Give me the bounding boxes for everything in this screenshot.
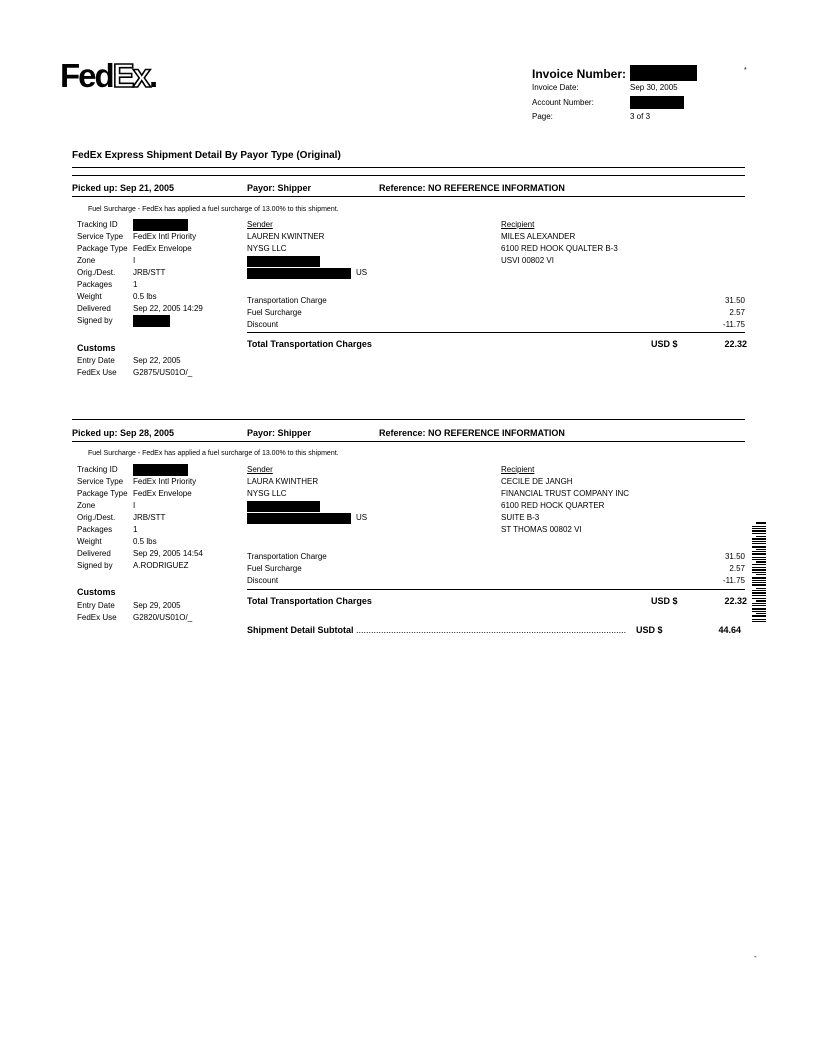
orig-dest: JRB/STT [133,513,166,522]
zone: I [133,256,136,265]
label-delivered: Delivered [77,549,111,558]
sender-line: LAURA KWINTHER [247,477,319,486]
total-currency: USD $ [651,596,678,606]
label-weight: Weight [77,292,102,301]
sender-label: Sender [247,465,273,474]
label-package: Package Type [77,244,128,253]
label-packages: Packages [77,525,113,534]
logo-dot: . [149,57,157,94]
discount: -11.75 [722,320,745,329]
sender-line: LAUREN KWINTNER [247,232,325,241]
label-total: Total Transportation Charges [247,339,372,349]
fuel-note-prefix: Fuel Surcharge - [88,450,143,457]
label-discount: Discount [247,320,279,329]
orig-dest: JRB/STT [133,268,166,277]
recipient-label: Recipient [501,465,535,474]
label-transport: Transportation Charge [247,296,327,305]
shipment-rule [72,196,745,197]
packages: 1 [133,280,138,289]
label-tracking: Tracking ID [77,220,118,229]
label-weight: Weight [77,537,102,546]
signed-by: A.RODRIGUEZ [133,561,189,570]
transport-charge: 31.50 [724,552,745,561]
logo-ex: Ex [112,57,150,94]
tracking-redaction [133,219,188,231]
invoice-number-label: Invoice Number: [532,67,627,81]
page-label: Page: [532,112,553,121]
recipient-line: MILES ALEXANDER [501,232,576,241]
label-service: Service Type [77,477,124,486]
label-tracking: Tracking ID [77,465,118,474]
total-rule [247,332,745,333]
recipient-line: ST THOMAS 00802 VI [501,525,582,534]
picked-up: Picked up: Sep 28, 2005 [72,428,175,438]
sender-label: Sender [247,220,273,229]
recipient-line: SUITE B-3 [501,513,540,522]
transport-charge: 31.50 [724,296,745,305]
sender-address-redaction [247,256,320,267]
package-type: FedEx Envelope [133,244,192,253]
label-zone: Zone [77,256,96,265]
total-rule [247,589,745,590]
subtotal-currency: USD $ [636,625,663,635]
picked-up: Picked up: Sep 21, 2005 [72,183,175,193]
fedex-use: G2820/US01O/_ [133,613,193,622]
total-amount: 22.32 [724,339,747,349]
logo-fed: Fed [60,57,113,94]
recipient-line: 6100 RED HOCK QUARTER [501,501,605,510]
fuel-charge: 2.57 [729,308,745,317]
label-orig: Orig./Dest. [77,268,116,277]
subtotal-label: Shipment Detail Subtotal [247,625,354,635]
package-type: FedEx Envelope [133,489,192,498]
customs-heading: Customs [77,587,116,597]
sender-country: US [356,513,368,522]
label-zone: Zone [77,501,96,510]
label-packages: Packages [77,280,113,289]
account-number-label: Account Number: [532,98,594,107]
reference: Reference: NO REFERENCE INFORMATION [379,183,565,193]
invoice-number-redaction [630,65,697,81]
sender-country: US [356,268,368,277]
weight: 0.5 lbs [133,292,157,301]
fuel-note [88,205,339,215]
label-entry: Entry Date [77,356,115,365]
tracking-redaction [133,464,188,476]
account-number-redaction [630,96,684,109]
invoice-date: Sep 30, 2005 [630,83,678,92]
delivered: Sep 22, 2005 14:29 [133,304,203,313]
label-signed: Signed by [77,316,113,325]
payor: Payor: Shipper [247,183,312,193]
entry-date: Sep 29, 2005 [133,601,181,610]
barcode-bars [752,522,766,622]
shipment-rule [72,441,745,442]
reference: Reference: NO REFERENCE INFORMATION [379,428,565,438]
shipment-divider [72,419,745,420]
sender-line: NYSG LLC [247,489,287,498]
discount: -11.75 [722,576,745,585]
customs-heading: Customs [77,343,116,353]
fuel-charge: 2.57 [729,564,745,573]
label-total: Total Transportation Charges [247,596,372,606]
label-fuel: Fuel Surcharge [247,308,302,317]
subtotal-amount: 44.64 [718,625,741,635]
barcode-mark [752,522,766,622]
fuel-note [88,449,339,459]
label-package: Package Type [77,489,128,498]
recipient-label: Recipient [501,220,535,229]
title-rule-1 [72,167,745,168]
invoice-date-label: Invoice Date: [532,83,579,92]
zone: I [133,501,136,510]
recipient-line: CECILE DE JANGH [501,477,573,486]
sender-city-redaction [247,513,351,524]
label-fedex-use: FedEx Use [77,368,117,377]
corner-mark: * [744,67,747,74]
weight: 0.5 lbs [133,537,157,546]
label-service: Service Type [77,232,124,241]
service-type: FedEx Intl Priority [133,232,197,241]
entry-date: Sep 22, 2005 [133,356,181,365]
fuel-note-prefix: Fuel Surcharge - [88,206,143,213]
section-title: FedEx Express Shipment Detail By Payor Type (Original) [72,150,341,161]
fuel-note-text: FedEx has applied a fuel surcharge of 13.00% to this shipment. [142,450,339,457]
fedex-logo [60,56,156,96]
total-currency: USD $ [651,339,678,349]
total-amount: 22.32 [724,596,747,606]
recipient-line: FINANCIAL TRUST COMPANY INC [501,489,630,498]
subtotal-leader: ............................................................................................................ [356,625,627,635]
delivered: Sep 29, 2005 14:54 [133,549,203,558]
subtotal-row [247,625,667,635]
footer-mark: - [754,952,757,961]
service-type: FedEx Intl Priority [133,477,197,486]
label-signed: Signed by [77,561,113,570]
sender-city-redaction [247,268,351,279]
signed-redaction [133,315,170,327]
sender-address-redaction [247,501,320,512]
recipient-line: USVI 00802 VI [501,256,554,265]
label-entry: Entry Date [77,601,115,610]
label-discount: Discount [247,576,279,585]
label-orig: Orig./Dest. [77,513,116,522]
fuel-note-text: FedEx has applied a fuel surcharge of 13.00% to this shipment. [142,206,339,213]
fedex-use: G2875/US01O/_ [133,368,193,377]
label-transport: Transportation Charge [247,552,327,561]
recipient-line: 6100 RED HOOK QUALTER B-3 [501,244,618,253]
page-number: 3 of 3 [630,112,651,121]
payor: Payor: Shipper [247,428,312,438]
packages: 1 [133,525,138,534]
title-rule-2 [72,175,745,176]
sender-line: NYSG LLC [247,244,287,253]
label-fedex-use: FedEx Use [77,613,117,622]
label-delivered: Delivered [77,304,111,313]
label-fuel: Fuel Surcharge [247,564,302,573]
